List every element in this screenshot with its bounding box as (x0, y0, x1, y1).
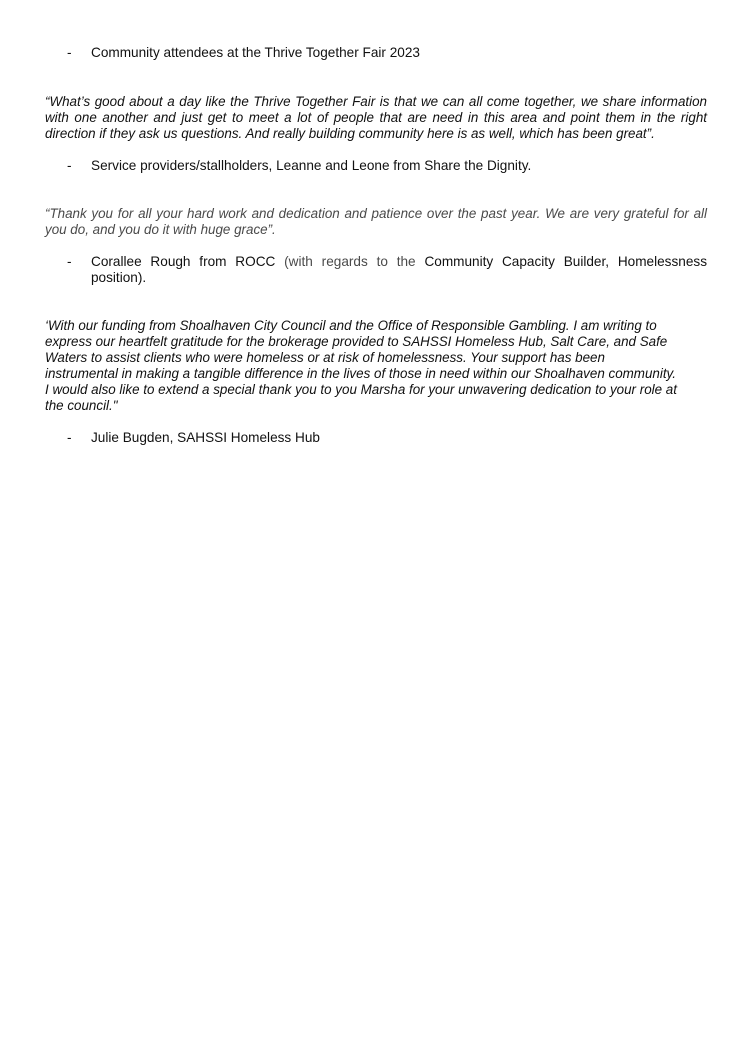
attribution-text: Service providers/stallholders, Leanne and Leone from Share the Dignity. (91, 158, 532, 173)
attribution-share-the-dignity (45, 158, 707, 174)
attribution-text (91, 254, 707, 286)
quote-thrive-together: “What’s good about a day like the Thrive Together Fair is that we can all come together, we share information with one another and just get to meet a lot of people that are need in this area and point them in the right direction if they ask us questions. And really building community here is as well, which has been great”. (45, 94, 707, 141)
quote-sahssi-funding: ‘With our funding from Shoalhaven City Council and the Office of Responsible Gambling. I am writing to express our heartfelt gratitude for the brokerage provided to SAHSSI Homeless Hub, Salt Care, and Safe Waters to assist clients who were homeless or at risk of homelessness. Your support has been instrumental in making a tangible difference in the lives of those in need within our Shoalhaven community. I would also like to extend a special thank you to you Marsha for your unwavering dedication to your role at the council." (45, 318, 677, 413)
attribution-context: (with regards to the (275, 254, 425, 269)
attribution-text: Community attendees at the Thrive Together Fair 2023 (91, 45, 420, 60)
attribution-community-attendees (45, 45, 707, 61)
attribution-julie-bugden (45, 430, 707, 446)
attribution-role: Community Capacity Builder, Homelessness position). (91, 254, 707, 285)
bullet-dash: - (67, 254, 72, 269)
bullet-dash: - (67, 430, 72, 445)
quote-thank-you: “Thank you for all your hard work and dedication and patience over the past year. We are very grateful for all you do, and you do it with huge grace”. (45, 206, 707, 237)
bullet-dash: - (67, 45, 72, 60)
attribution-text: Julie Bugden, SAHSSI Homeless Hub (91, 430, 320, 445)
attribution-name: Corallee Rough from ROCC (91, 254, 276, 269)
bullet-dash: - (67, 158, 72, 173)
attribution-rocc (45, 254, 707, 286)
